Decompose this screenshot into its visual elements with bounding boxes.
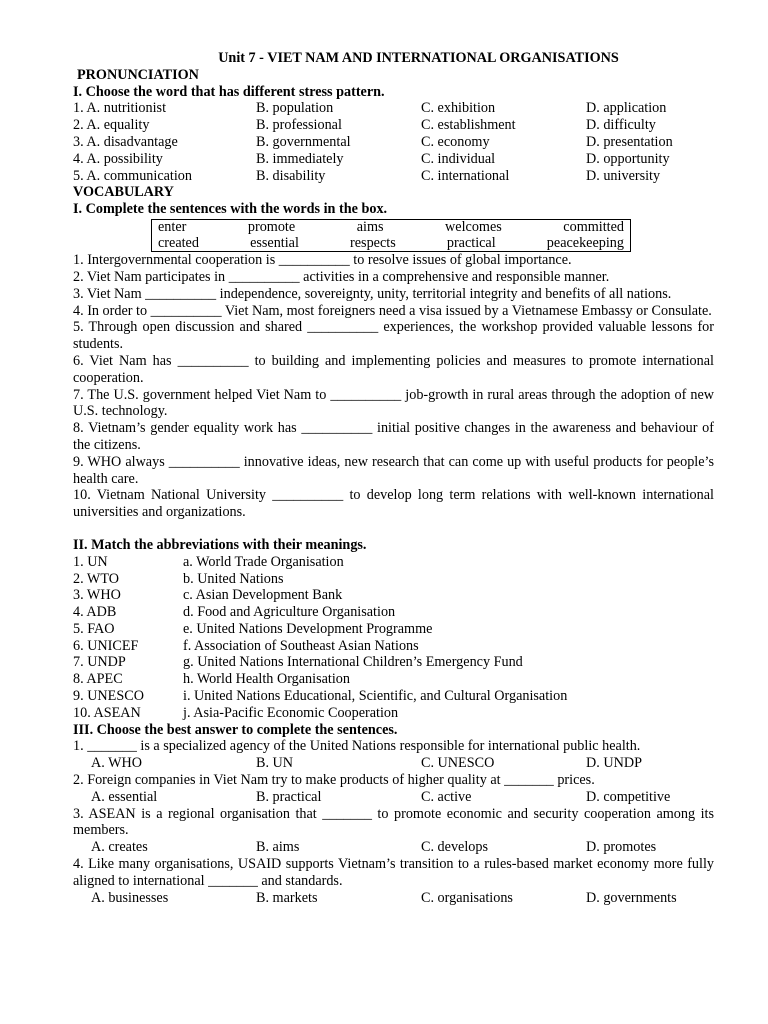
option-d: D. application — [586, 100, 667, 117]
answer-option: A. businesses — [91, 889, 169, 906]
vocabulary-sentences — [73, 252, 714, 521]
meaning: i. United Nations Educational, Scientific, and Cultural Organisation — [183, 688, 568, 705]
question-text: 1. _______ is a specialized agency of the United Nations responsible for international public health. — [73, 738, 641, 755]
matching-row — [73, 688, 714, 705]
best-answer-instruction: III. Choose the best answer to complete the sentences. — [73, 721, 398, 738]
abbreviation: 9. UNESCO — [73, 688, 144, 705]
meaning: j. Asia-Pacific Economic Cooperation — [183, 704, 399, 721]
answer-option: D. UNDP — [586, 755, 642, 772]
pronunciation-row — [73, 168, 714, 185]
answer-option: C. UNESCO — [421, 755, 495, 772]
answer-option: B. UN — [256, 755, 294, 772]
worksheet-page — [73, 50, 714, 906]
abbreviation: 3. WHO — [73, 587, 121, 604]
word-box-row — [158, 236, 624, 252]
abbreviation: 6. UNICEF — [73, 637, 139, 654]
sentence: 7. The U.S. government helped Viet Nam to __________ job-growth in rural areas through the adoption of new U.S. technology. — [73, 386, 714, 420]
abbreviation: 4. ADB — [73, 604, 117, 621]
answer-option: B. practical — [256, 788, 322, 805]
section-spacer — [73, 521, 714, 537]
word-box-word: committed — [563, 218, 624, 235]
option-b: B. disability — [256, 167, 326, 184]
abbreviation: 10. ASEAN — [73, 704, 141, 721]
matching-row — [73, 587, 714, 604]
option-b: B. immediately — [256, 150, 344, 167]
question-options — [73, 839, 714, 856]
option-d: D. opportunity — [586, 150, 670, 167]
meaning: f. Association of Southeast Asian Nations — [183, 637, 419, 654]
matching-row — [73, 604, 714, 621]
pronunciation-row — [73, 117, 714, 134]
abbreviation: 8. APEC — [73, 671, 123, 688]
word-box-word: practical — [446, 234, 496, 251]
matching-row — [73, 638, 714, 655]
pronunciation-row — [73, 151, 714, 168]
abbreviation: 1. UN — [73, 553, 108, 570]
meaning: d. Food and Agriculture Organisation — [183, 604, 396, 621]
option-b: B. governmental — [256, 133, 351, 150]
vocabulary-heading: VOCABULARY — [73, 184, 174, 201]
option-c: C. exhibition — [421, 100, 496, 117]
matching-instruction: II. Match the abbreviations with their meanings. — [73, 536, 367, 553]
word-box-row — [158, 220, 624, 236]
page-title: Unit 7 - VIET NAM AND INTERNATIONAL ORGANISATIONS — [218, 50, 619, 66]
answer-option: C. organisations — [421, 889, 513, 906]
option-c: C. international — [421, 167, 510, 184]
option-a: 2. A. equality — [73, 117, 150, 134]
word-box-word: peacekeeping — [546, 234, 624, 251]
pronunciation-instruction: I. Choose the word that has different stress pattern. — [73, 83, 385, 100]
option-d: D. university — [586, 167, 661, 184]
best-answer-list — [73, 738, 714, 906]
answer-option: B. markets — [256, 889, 318, 906]
option-d: D. presentation — [586, 133, 673, 150]
option-a: 5. A. communication — [73, 167, 192, 184]
option-a: 3. A. disadvantage — [73, 133, 178, 150]
meaning: h. World Health Organisation — [183, 671, 350, 688]
word-box-word: essential — [250, 234, 299, 251]
option-b: B. professional — [256, 117, 342, 134]
answer-option: D. governments — [586, 889, 677, 906]
option-a: 1. A. nutritionist — [73, 100, 167, 117]
question-text: 4. Like many organisations, USAID supports Vietnam’s transition to a rules-based market economy more fully aligned to international _______ and standards. — [73, 856, 714, 889]
abbreviation: 2. WTO — [73, 570, 119, 587]
answer-option: A. WHO — [91, 755, 142, 772]
word-box-word: created — [158, 234, 199, 251]
sentence: 5. Through open discussion and shared __________ experiences, the workshop provided valuable lessons for students. — [73, 319, 714, 353]
option-c: C. individual — [421, 150, 496, 167]
question-options — [73, 755, 714, 772]
word-box-word: enter — [158, 218, 187, 235]
option-d: D. difficulty — [586, 117, 656, 134]
option-c: C. economy — [421, 133, 490, 150]
matching-row — [73, 554, 714, 571]
matching-list — [73, 554, 714, 722]
answer-option: D. promotes — [586, 839, 657, 856]
vocabulary-instruction: I. Complete the sentences with the words in the box. — [73, 201, 388, 218]
meaning: b. United Nations — [183, 570, 284, 587]
word-box-word: promote — [247, 218, 296, 235]
option-b: B. population — [256, 100, 334, 117]
answer-option: A. essential — [91, 788, 158, 805]
meaning: a. World Trade Organisation — [183, 553, 344, 570]
pronunciation-heading: PRONUNCIATION — [77, 66, 199, 83]
word-box-word: welcomes — [445, 218, 502, 235]
pronunciation-row — [73, 100, 714, 117]
sentence: 8. Vietnam’s gender equality work has __________ initial positive changes in the awareness and behaviour of the citizens. — [73, 420, 714, 453]
meaning: g. United Nations International Children’s Emergency Fund — [183, 654, 523, 671]
matching-row — [73, 654, 714, 671]
abbreviation: 7. UNDP — [73, 654, 126, 671]
word-box-word: aims — [356, 218, 384, 235]
sentence: 4. In order to __________ Viet Nam, most foreigners need a visa issued by a Vietnamese Embassy or Consulate. — [73, 302, 712, 319]
abbreviation: 5. FAO — [73, 620, 115, 637]
sentence: 10. Vietnam National University __________ to develop long term relations with well-known international universities and organizations. — [73, 487, 714, 521]
answer-option: C. develops — [421, 839, 488, 856]
sentence: 1. Intergovernmental cooperation is __________ to resolve issues of global importance. — [73, 252, 572, 269]
matching-row — [73, 621, 714, 638]
matching-row — [73, 671, 714, 688]
sentence: 3. Viet Nam __________ independence, sovereignty, unity, territorial integrity and benefits of all nations. — [73, 285, 672, 302]
answer-option: C. active — [421, 788, 472, 805]
question-text: 2. Foreign companies in Viet Nam try to make products of higher quality at _______ prices. — [73, 772, 595, 789]
sentence: 9. WHO always __________ innovative ideas, new research that can come up with useful products for people’s health care. — [73, 453, 714, 487]
answer-option: B. aims — [256, 839, 300, 856]
sentence: 6. Viet Nam has __________ to building and implementing policies and measures to promote international cooperation. — [73, 352, 714, 386]
matching-row — [73, 705, 714, 722]
pronunciation-row — [73, 134, 714, 151]
question-text: 3. ASEAN is a regional organisation that _______ to promote economic and security cooperation among its members. — [73, 805, 714, 839]
answer-option: D. competitive — [586, 788, 671, 805]
question-options — [73, 789, 714, 806]
question-options — [73, 890, 714, 907]
option-a: 4. A. possibility — [73, 150, 163, 167]
answer-option: A. creates — [91, 839, 148, 856]
meaning: e. United Nations Development Programme — [183, 620, 433, 637]
matching-row — [73, 571, 714, 588]
option-c: C. establishment — [421, 117, 516, 134]
word-box-word: respects — [350, 234, 396, 251]
word-box — [151, 219, 631, 252]
sentence: 2. Viet Nam participates in __________ activities in a comprehensive and responsible manner. — [73, 268, 610, 285]
pronunciation-list — [73, 100, 714, 184]
meaning: c. Asian Development Bank — [183, 587, 343, 604]
